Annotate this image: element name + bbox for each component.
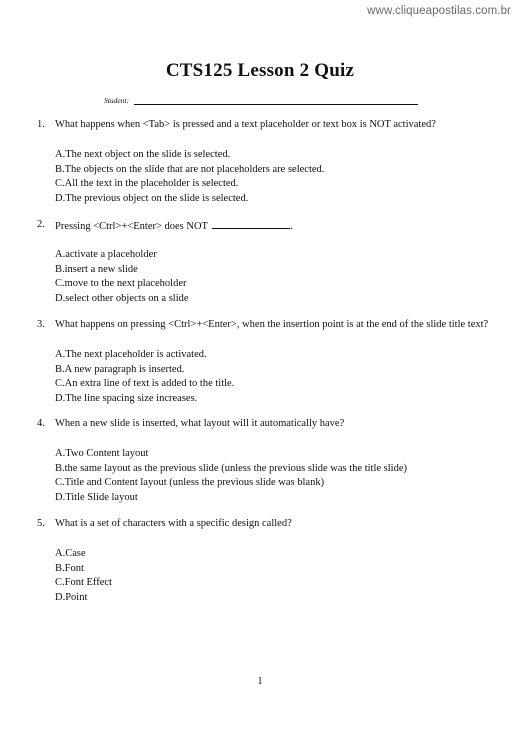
option-b: B.The objects on the slide that are not placeholders are selected. — [55, 163, 325, 175]
option-d: D.Title Slide layout — [55, 492, 138, 504]
question-text: What happens on pressing <Ctrl>+<Enter>, when the insertion point is at the end of the slide title text? — [55, 319, 489, 330]
question-text: What is a set of characters with a specific design called? — [55, 518, 292, 529]
question-text-wrapper — [55, 218, 293, 234]
question-number: 3. — [37, 319, 45, 330]
question-text: Pressing <Ctrl>+<Enter> does NOT — [55, 221, 208, 232]
student-name-line — [134, 104, 418, 105]
option-c: C.Title and Content layout (unless the previous slide was blank) — [55, 477, 325, 489]
option-c: C.An extra line of text is added to the title. — [55, 378, 235, 390]
watermark: www.cliqueapostilas.com.br — [367, 5, 511, 17]
question-number: 1. — [37, 119, 45, 130]
question-number: 4. — [37, 418, 45, 429]
option-d: D.The previous object on the slide is selected. — [55, 193, 249, 205]
option-b: B.insert a new slide — [55, 263, 138, 275]
page-title: CTS125 Lesson 2 Quiz — [165, 60, 355, 81]
option-a: A.Case — [55, 548, 86, 559]
question-number: 2. — [37, 219, 45, 230]
question-text: What happens when <Tab> is pressed and a text placeholder or text box is NOT activated? — [55, 119, 436, 130]
option-c: C.Font Effect — [55, 577, 112, 589]
option-d: D.select other objects on a slide — [55, 293, 189, 305]
option-b: B.A new paragraph is inserted. — [55, 363, 185, 375]
answer-options — [55, 148, 324, 207]
question-number: 5. — [37, 518, 45, 529]
page-number: 1 — [257, 676, 263, 687]
question-text: When a new slide is inserted, what layout will it automatically have? — [55, 418, 345, 429]
student-label: Student: — [104, 96, 129, 105]
answer-options — [55, 348, 234, 407]
fill-in-blank — [212, 218, 290, 229]
answer-options — [55, 447, 407, 506]
option-a: A.The next object on the slide is selected. — [55, 149, 231, 160]
option-b: B.Font — [55, 562, 84, 574]
question-text-end: . — [290, 221, 294, 232]
option-a: A.The next placeholder is activated. — [55, 349, 207, 360]
option-d: D.The line spacing size increases. — [55, 393, 198, 405]
option-d: D.Point — [55, 592, 88, 604]
option-c: C.move to the next placeholder — [55, 278, 187, 290]
option-a: A.Two Content layout — [55, 448, 149, 459]
option-b: B.the same layout as the previous slide (unless the previous slide was the title slide) — [55, 462, 407, 474]
option-c: C.All the text in the placeholder is selected. — [55, 178, 239, 190]
answer-options — [55, 547, 112, 606]
answer-options — [55, 248, 189, 307]
option-a: A.activate a placeholder — [55, 249, 157, 260]
